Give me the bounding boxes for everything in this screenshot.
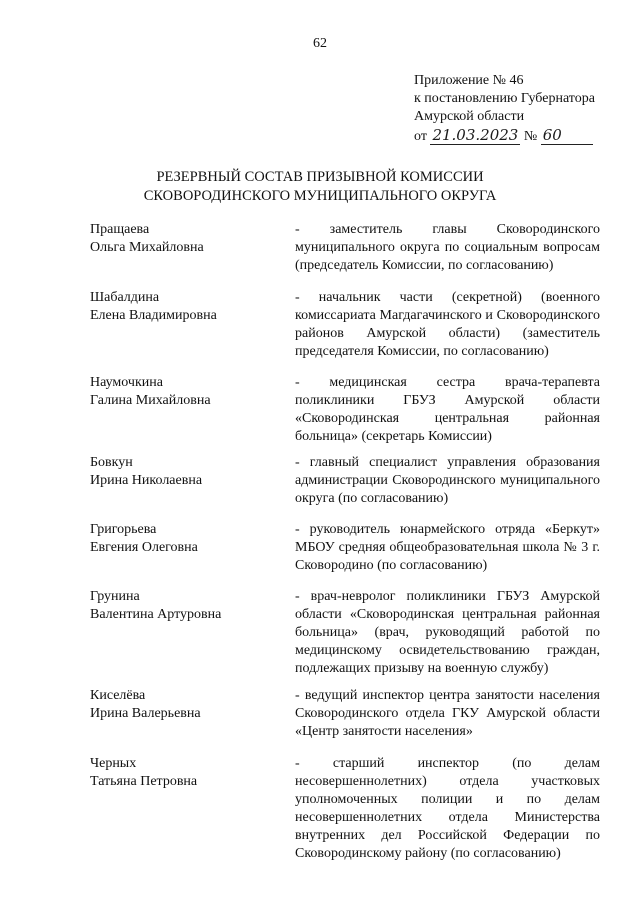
member-surname: Григорьева <box>90 522 157 537</box>
page-number: 62 <box>313 36 327 51</box>
member-surname: Черных <box>90 756 137 771</box>
member-surname: Грунина <box>90 589 140 604</box>
member-surname: Киселёва <box>90 688 146 703</box>
member-role: - медицинская сестра врача-терапевта поликлиники ГБУЗ Амурской области «Сковородинская центральная районная больница» (секретарь Комиссии) <box>295 375 600 444</box>
title-line-2: СКОВОРОДИНСКОГО МУНИЦИПАЛЬНОГО ОКРУГА <box>143 188 497 204</box>
member-row <box>90 454 600 521</box>
member-role: - ведущий инспектор центра занятости населения Сковородинского отдела ГКУ Амурской области «Центр занятости населения» <box>295 688 600 739</box>
title-line-1: РЕЗЕРВНЫЙ СОСТАВ ПРИЗЫВНОЙ КОМИССИИ <box>156 169 484 185</box>
member-given-name: Евгения Олеговна <box>90 540 198 555</box>
member-role: - начальник части (секретной) (военного комиссариата Магдагачинского и Сковородинского районов Амурской области) (заместитель председателя Комиссии, по согласованию) <box>295 290 600 359</box>
member-row <box>90 521 600 588</box>
member-name <box>90 374 295 410</box>
appendix-line-1: Приложение № 46 <box>414 73 524 88</box>
member-row <box>90 289 600 374</box>
member-row <box>90 588 600 687</box>
handwritten-number: 60 <box>541 126 593 145</box>
member-given-name: Елена Владимировна <box>90 308 217 323</box>
member-given-name: Валентина Артуровна <box>90 607 222 622</box>
member-role: - врач-невролог поликлиники ГБУЗ Амурской области «Сковородинская центральная районная больница» (врач, руководящий работой по медицинскому освидетельствованию граждан, подлежащих призыву на военную службу) <box>295 589 600 676</box>
member-row <box>90 221 600 289</box>
date-prefix: от <box>414 129 427 144</box>
member-surname: Шабалдина <box>90 290 160 305</box>
appendix-line-3: Амурской области <box>414 109 525 124</box>
member-name <box>90 289 295 325</box>
member-surname: Пращаева <box>90 222 150 237</box>
document-title <box>0 168 640 206</box>
member-name <box>90 521 295 557</box>
member-given-name: Ирина Валерьевна <box>90 706 201 721</box>
member-given-name: Татьяна Петровна <box>90 774 198 789</box>
member-name <box>90 687 295 723</box>
member-name <box>90 755 295 791</box>
member-given-name: Ирина Николаевна <box>90 473 203 488</box>
handwritten-date: 21.03.2023 <box>432 126 519 144</box>
member-name <box>90 454 295 490</box>
number-prefix: № <box>523 129 538 144</box>
member-role: - руководитель юнармейского отряда «Беркут» МБОУ средняя общеобразовательная школа № 3 г. Сковородино (по согласованию) <box>295 522 600 573</box>
members-list <box>90 221 600 865</box>
member-role: - заместитель главы Сковородинского муниципального округа по социальным вопросам (председатель Комиссии, по согласованию) <box>295 222 600 273</box>
member-role: - старший инспектор (по делам несовершеннолетних) отдела участковых уполномоченных полиции и по делам несовершеннолетних отдела Министерства внутренних дел Российской Федерации по Сковородинскому району (по согласованию) <box>295 756 600 861</box>
member-name <box>90 221 295 257</box>
member-given-name: Ольга Михайловна <box>90 240 204 255</box>
member-row <box>90 687 600 755</box>
member-row <box>90 755 600 865</box>
member-surname: Бовкун <box>90 455 133 470</box>
member-name <box>90 588 295 624</box>
member-row <box>90 374 600 454</box>
appendix-header <box>414 72 614 146</box>
member-given-name: Галина Михайловна <box>90 393 211 408</box>
member-role: - главный специалист управления образования администрации Сковородинского муниципального округа (по согласованию) <box>295 455 600 506</box>
appendix-line-2: к постановлению Губернатора <box>414 91 595 106</box>
member-surname: Наумочкина <box>90 375 163 390</box>
appendix-date-line <box>414 126 614 146</box>
